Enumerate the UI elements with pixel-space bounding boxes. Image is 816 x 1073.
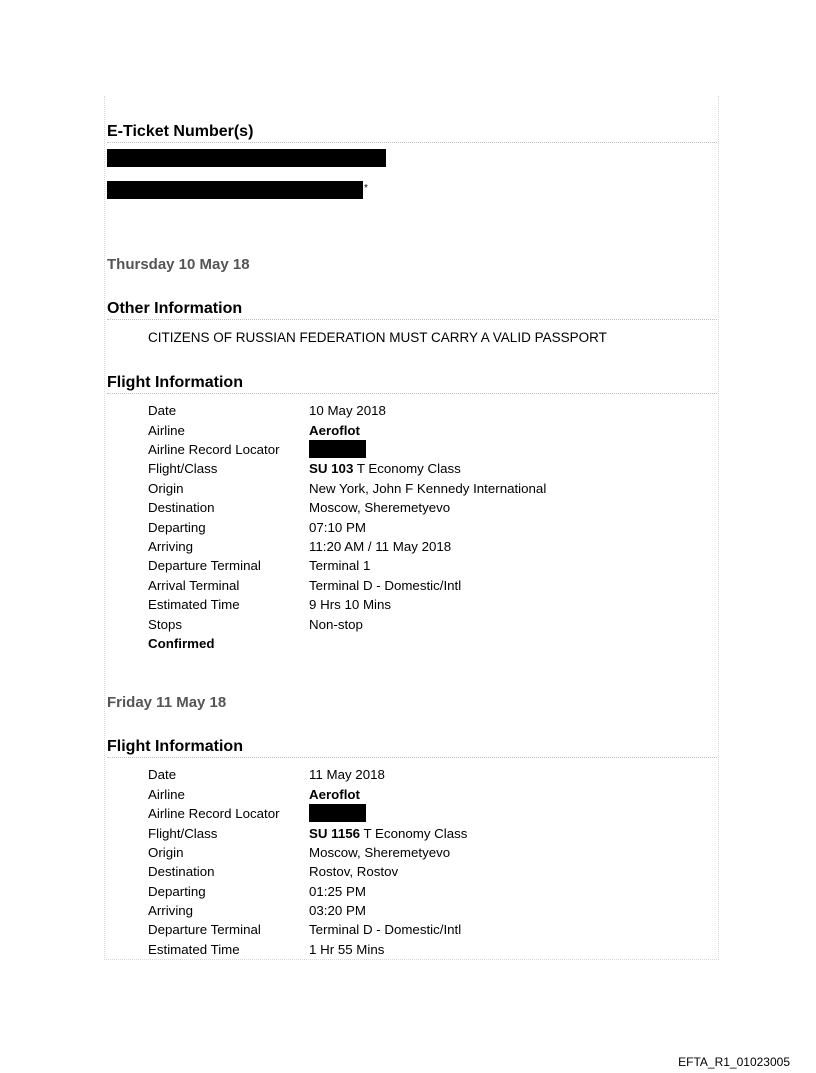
flight2-number: SU 1156 [309, 826, 361, 841]
flight2-departing: 01:25 PM [309, 884, 366, 899]
flight1-arriving-label: Arriving [148, 539, 194, 554]
flight1-dep-terminal-label: Departure Terminal [148, 558, 261, 573]
flight2-dep-terminal-label: Departure Terminal [148, 922, 261, 937]
flight1-flightclass-label: Flight/Class [148, 461, 218, 476]
flight2-date: 11 May 2018 [309, 767, 385, 782]
flight1-origin-label: Origin [148, 481, 184, 496]
flight1-date: 10 May 2018 [309, 403, 386, 418]
flight1-stops: Non-stop [309, 617, 363, 632]
flight2-origin-label: Origin [148, 845, 184, 860]
day1-date-heading: Thursday 10 May 18 [107, 256, 250, 273]
flight1-departing: 07:10 PM [309, 520, 366, 535]
flight1-departing-label: Departing [148, 520, 206, 535]
redacted-ticket-number-1 [107, 149, 386, 167]
ticket-asterisk: * [364, 183, 368, 194]
flight2-heading: Flight Information [107, 738, 717, 758]
flight2-departing-label: Departing [148, 884, 206, 899]
flight1-status: Confirmed [148, 636, 215, 651]
flight1-date-label: Date [148, 403, 177, 418]
flight2-arriving-label: Arriving [148, 903, 194, 918]
flight1-dep-terminal: Terminal 1 [309, 558, 371, 573]
flight2-airline-label: Airline [148, 787, 185, 802]
flight2-flightclass-label: Flight/Class [148, 826, 218, 841]
other-info-text: CITIZENS OF RUSSIAN FEDERATION MUST CARRY A VALID PASSPORT [148, 330, 607, 345]
document-id: EFTA_R1_01023005 [678, 1055, 790, 1069]
flight2-class: T Economy Class [360, 826, 468, 841]
flight1-arr-terminal-label: Arrival Terminal [148, 578, 240, 593]
flight1-stops-label: Stops [148, 617, 183, 632]
flight1-origin: New York, John F Kennedy International [309, 481, 547, 496]
flight2-airline: Aeroflot [309, 787, 360, 802]
flight1-flightclass [309, 461, 461, 476]
other-info-heading: Other Information [107, 300, 717, 320]
flight1-est-time: 9 Hrs 10 Mins [309, 597, 392, 612]
flight1-locator-label: Airline Record Locator [148, 442, 280, 457]
flight2-destination-label: Destination [148, 864, 215, 879]
flight1-locator-redacted [309, 440, 366, 458]
flight2-origin: Moscow, Sheremetyevo [309, 845, 451, 860]
flight2-locator-redacted [309, 804, 366, 822]
flight2-locator-label: Airline Record Locator [148, 806, 280, 821]
flight1-airline: Aeroflot [309, 423, 360, 438]
flight1-heading: Flight Information [107, 374, 717, 394]
flight1-class: T Economy Class [353, 461, 461, 476]
flight1-arriving: 11:20 AM / 11 May 2018 [309, 539, 452, 554]
flight2-est-time-label: Estimated Time [148, 942, 240, 957]
redacted-ticket-number-2 [107, 181, 363, 199]
flight2-date-label: Date [148, 767, 177, 782]
flight2-dep-terminal: Terminal D - Domestic/Intl [309, 922, 462, 937]
flight1-destination-label: Destination [148, 500, 215, 515]
flight1-airline-label: Airline [148, 423, 185, 438]
flight1-est-time-label: Estimated Time [148, 597, 240, 612]
flight2-destination: Rostov, Rostov [309, 864, 399, 879]
flight2-arriving: 03:20 PM [309, 903, 366, 918]
flight2-flightclass [309, 826, 467, 841]
flight2-est-time: 1 Hr 55 Mins [309, 942, 385, 957]
eticket-heading: E-Ticket Number(s) [107, 123, 717, 143]
flight1-number: SU 103 [309, 461, 354, 476]
day2-date-heading: Friday 11 May 18 [107, 694, 227, 711]
flight1-arr-terminal: Terminal D - Domestic/Intl [309, 578, 462, 593]
flight1-destination: Moscow, Sheremetyevo [309, 500, 451, 515]
